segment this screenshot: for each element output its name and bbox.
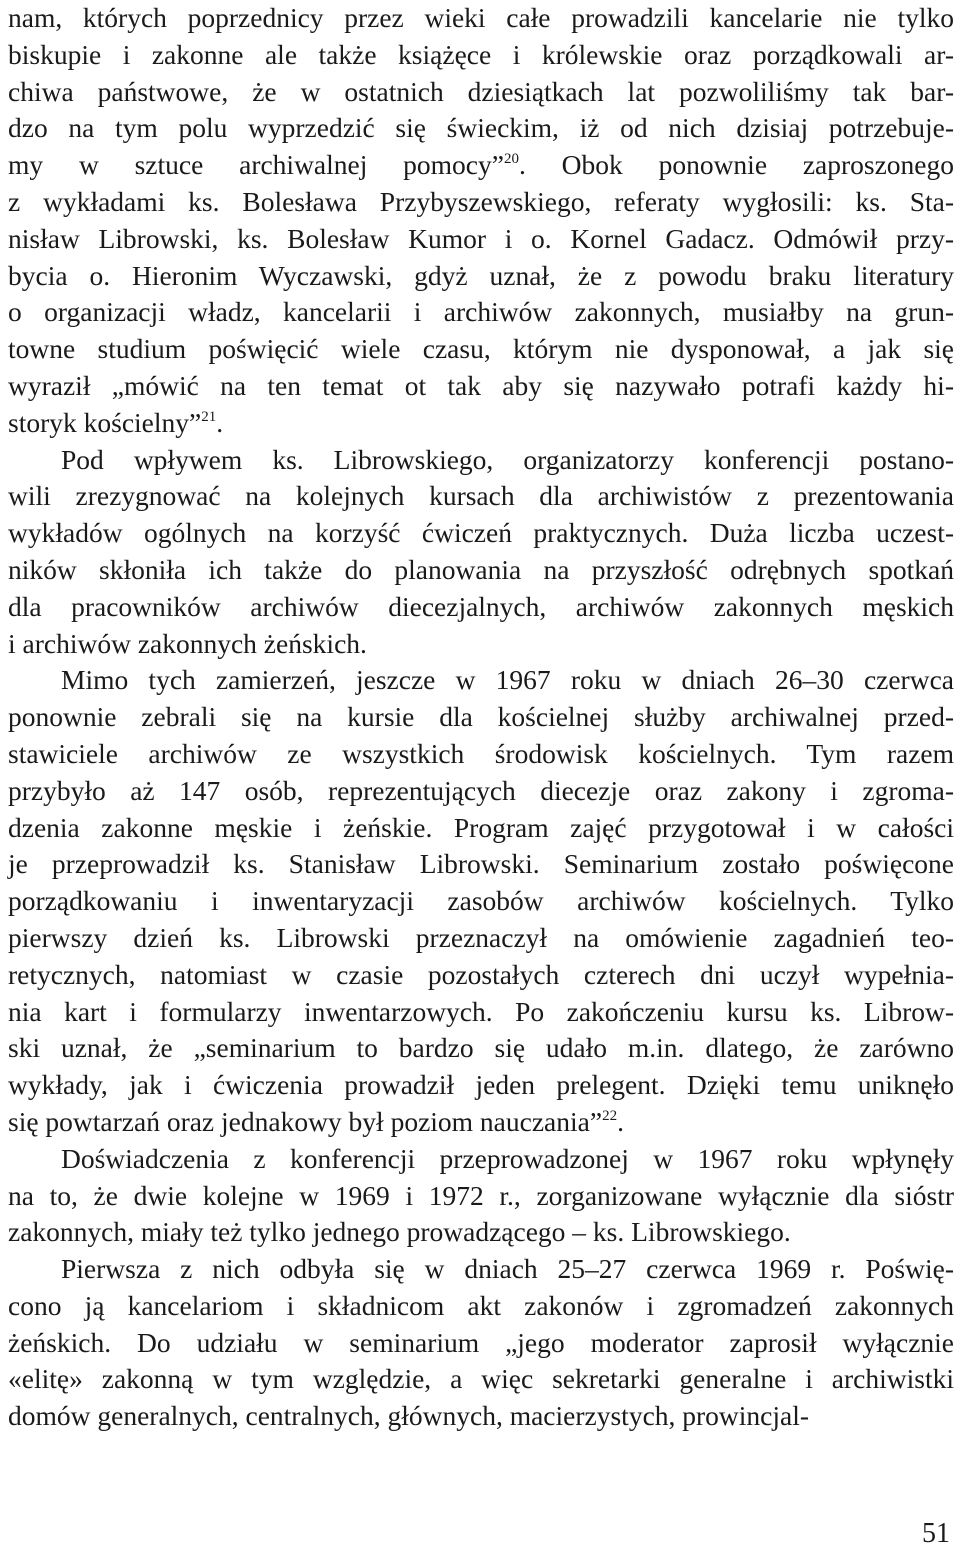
text-run: i archiwów zakonnych żeńskich.	[8, 627, 367, 659]
text-run: na to, że dwie kolejne w 1969 i 1972 r., zorganizowane wyłącznie dla sióstr	[8, 1179, 954, 1211]
text-run: z wykładami ks. Bolesława Przybyszewskiego, referaty wygłosili: ks. Sta-	[8, 185, 954, 217]
text-line	[8, 37, 954, 74]
text-line	[8, 1288, 954, 1325]
text-line	[8, 110, 954, 147]
text-run: Pod wpływem ks. Librowskiego, organizatorzy konferencji postano-	[61, 443, 954, 475]
text-line	[8, 994, 954, 1031]
text-run: zakonnych, miały też tylko jednego prowadzącego – ks. Librowskiego.	[8, 1216, 791, 1248]
text-run: dzo na tym polu wyprzedzić się świeckim, iż od nich dzisiaj potrzebuje-	[8, 112, 954, 144]
text-line	[8, 1178, 954, 1215]
text-line	[8, 1067, 954, 1104]
paragraph	[8, 442, 954, 663]
text-run: retycznych, natomiast w czasie pozostałych czterech dni uczył wypełnia-	[8, 958, 954, 990]
text-run: my w sztuce archiwalnej pomocy”	[8, 149, 504, 181]
text-run: nisław Librowski, ks. Bolesław Kumor i o. Kornel Gadacz. Odmówił przy-	[8, 222, 954, 254]
text-run: o organizacji władz, kancelarii i archiwów zakonnych, musiałby na grun-	[8, 296, 954, 328]
text-line	[8, 1325, 954, 1362]
text-run: chiwa państwowe, że w ostatnich dziesiątkach lat pozwoliliśmy tak bar-	[8, 75, 954, 107]
paragraph	[8, 662, 954, 1140]
text-run: .	[617, 1105, 624, 1137]
text-line	[8, 368, 954, 405]
text-run: nia kart i formularzy inwentarzowych. Po zakończeniu kursu ks. Librow-	[8, 995, 954, 1027]
text-run: wykładów ogólnych na korzyść ćwiczeń praktycznych. Duża liczba uczest-	[8, 517, 954, 549]
text-run: porządkowaniu i inwentaryzacji zasobów archiwów kościelnych. Tylko	[8, 885, 954, 917]
text-line	[8, 552, 954, 589]
text-run: domów generalnych, centralnych, głównych, macierzystych, prowincjal-	[8, 1400, 810, 1432]
text-run: dla pracowników archiwów diecezjalnych, archiwów zakonnych męskich	[8, 590, 954, 622]
text-run: «elitę» zakonną w tym względzie, a więc sekretarki generalne i archiwistki	[8, 1363, 954, 1395]
paragraph	[8, 0, 954, 442]
text-run: Pierwsza z nich odbyła się w dniach 25–27 czerwca 1969 r. Poświę-	[61, 1253, 954, 1285]
text-line	[8, 773, 954, 810]
text-run: wili zrezygnować na kolejnych kursach dla archiwistów z prezentowania	[8, 480, 954, 512]
text-run: nam, których poprzednicy przez wieki całe prowadzili kancelarie nie tylko	[8, 2, 954, 33]
text-run: wykłady, jak i ćwiczenia prowadził jeden prelegent. Dzięki temu uniknęło	[8, 1069, 954, 1101]
text-line	[8, 920, 954, 957]
text-run: je przeprowadził ks. Stanisław Librowski. Seminarium zostało poświęcone	[8, 848, 954, 880]
text-line	[8, 589, 954, 626]
text-line	[8, 74, 954, 111]
text-line	[8, 883, 954, 920]
text-line	[8, 221, 954, 258]
paragraph	[8, 1141, 954, 1251]
text-run: się powtarzań oraz jednakowy był poziom nauczania”	[8, 1105, 603, 1137]
text-line	[8, 258, 954, 295]
text-run: stawiciele archiwów ze wszystkich środowisk kościelnych. Tym razem	[8, 737, 954, 769]
text-line	[8, 147, 954, 184]
text-line	[8, 626, 954, 663]
text-line	[8, 1030, 954, 1067]
footnote-reference: 22	[602, 1107, 618, 1124]
text-run: towne studium poświęcić wiele czasu, którym nie dysponował, a jak się	[8, 333, 954, 365]
text-run: storyk kościelny”	[8, 406, 202, 438]
footnote-reference: 20	[503, 151, 519, 168]
text-run: .	[216, 406, 224, 438]
text-line	[8, 699, 954, 736]
text-line	[8, 1398, 954, 1435]
text-run: dzenia zakonne męskie i żeńskie. Program zajęć przygotował i w całości	[8, 811, 954, 843]
text-run: żeńskich. Do udziału w seminarium „jego moderator zaprosił wyłącznie	[8, 1326, 954, 1358]
text-line	[8, 1214, 954, 1251]
text-line	[8, 1361, 954, 1398]
text-line	[8, 478, 954, 515]
text-line	[8, 846, 954, 883]
text-line	[8, 736, 954, 773]
text-run: wyraził „mówić na ten temat ot tak aby się nazywało potrafi każdy hi-	[8, 369, 954, 401]
body-text	[8, 0, 954, 1435]
text-run: . Obok ponownie zaproszonego	[518, 149, 955, 181]
text-line	[8, 1251, 954, 1288]
paragraph	[8, 1251, 954, 1435]
footnote-reference: 21	[201, 408, 217, 425]
text-run: pierwszy dzień ks. Librowski przeznaczył na omówienie zagadnień teo-	[8, 921, 954, 953]
text-run: bycia o. Hieronim Wyczawski, gdyż uznał, że z powodu braku literatury	[8, 259, 954, 291]
text-line	[8, 810, 954, 847]
text-line	[8, 1104, 954, 1141]
text-run: cono ją kancelariom i składnicom akt zakonów i zgromadzeń zakonnych	[8, 1289, 954, 1321]
text-line	[8, 515, 954, 552]
text-line	[8, 331, 954, 368]
text-line	[8, 442, 954, 479]
text-run: ponownie zebrali się na kursie dla kościelnej służby archiwalnej przed-	[8, 701, 954, 733]
text-line	[8, 294, 954, 331]
text-run: ski uznał, że „seminarium to bardzo się udało m.in. dlatego, że zarówno	[8, 1032, 954, 1064]
text-run: biskupie i zakonne ale także książęce i królewskie oraz porządkowali ar-	[8, 38, 954, 70]
text-run: Doświadczenia z konferencji przeprowadzonej w 1967 roku wpłynęły	[61, 1142, 954, 1174]
text-run: Mimo tych zamierzeń, jeszcze w 1967 roku w dniach 26–30 czerwca	[61, 664, 954, 696]
text-run: ników skłoniła ich także do planowania na przyszłość odrębnych spotkań	[8, 553, 954, 585]
text-line	[8, 662, 954, 699]
text-line	[8, 405, 954, 442]
text-line	[8, 0, 954, 37]
text-line	[8, 1141, 954, 1178]
text-line	[8, 184, 954, 221]
document-page	[8, 0, 954, 1435]
page-number: 51	[922, 1518, 950, 1549]
text-run: przybyło aż 147 osób, reprezentujących diecezje oraz zakony i zgroma-	[8, 774, 954, 806]
text-line	[8, 957, 954, 994]
